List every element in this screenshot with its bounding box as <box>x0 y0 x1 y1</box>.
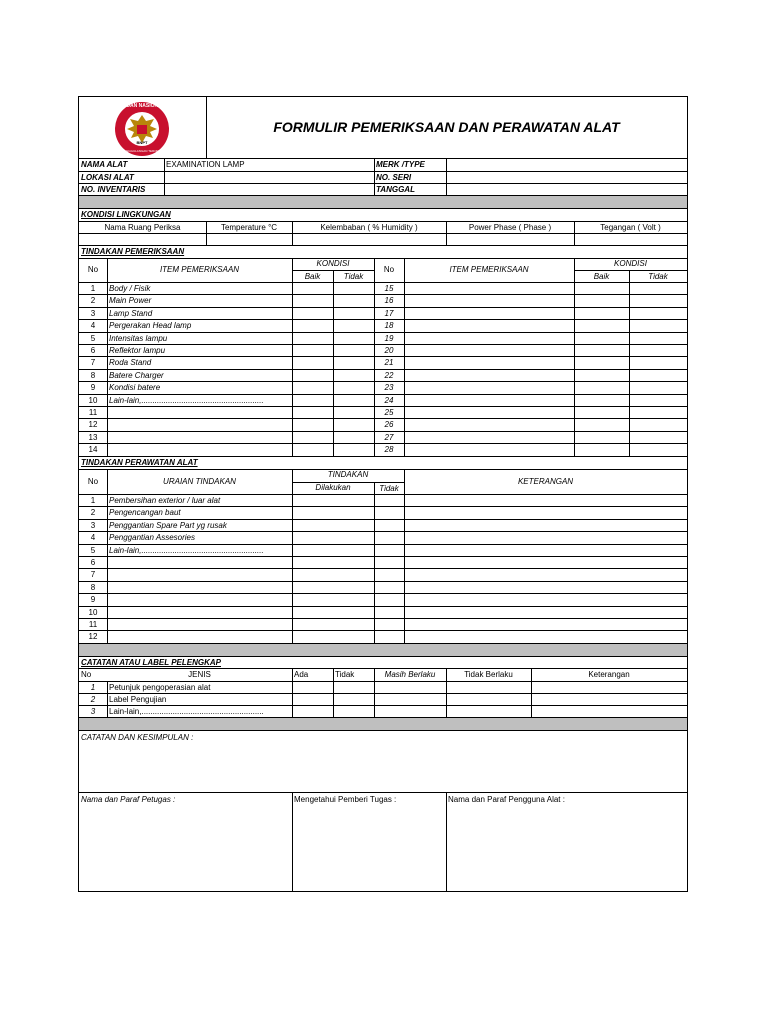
sign-pemberi-tugas-area[interactable] <box>293 807 446 891</box>
col-tegangan: Tegangan ( Volt ) <box>600 223 661 232</box>
perawatan-item: Pengencangan baut <box>109 508 181 518</box>
kesimpulan-label: CATATAN DAN KESIMPULAN : <box>81 733 194 742</box>
logo-center-label: BNPT <box>136 140 148 145</box>
col-nama-ruang: Nama Ruang Periksa <box>104 223 181 232</box>
perawatan-keterangan-header: KETERANGAN <box>517 477 574 486</box>
logo-ring-top: BADAN NASIONAL <box>119 103 165 109</box>
perawatan-no: 12 <box>88 632 98 642</box>
pemeriksaan-no-header-right: No <box>383 265 395 274</box>
label-no: 3 <box>90 707 96 716</box>
pemeriksaan-item: Kondisi batere <box>109 383 161 393</box>
pemeriksaan-no: 8 <box>90 370 96 380</box>
pemeriksaan-baik-header: Baik <box>304 272 321 281</box>
pemeriksaan-tidak-header-right: Tidak <box>648 272 668 281</box>
pemeriksaan-kondisi-header-right: KONDISI <box>614 259 647 268</box>
pemeriksaan-item: Batere Charger <box>109 370 164 380</box>
nama-alat-label: NAMA ALAT <box>81 160 128 169</box>
pemeriksaan-no: 3 <box>90 308 96 318</box>
perawatan-no: 11 <box>88 620 98 629</box>
pemeriksaan-item: Lain-lain,....................................................... <box>109 395 264 405</box>
perawatan-no: 3 <box>90 520 96 530</box>
perawatan-no: 1 <box>90 496 96 505</box>
label-no: 2 <box>90 695 96 704</box>
pemeriksaan-item: Reflektor lampu <box>109 346 166 355</box>
pemeriksaan-kondisi-header: KONDISI <box>316 259 350 268</box>
label-masih-berlaku-header: Masih Berlaku <box>384 670 436 679</box>
pemeriksaan-no: 1 <box>90 284 96 293</box>
pemeriksaan-no: 2 <box>90 296 96 306</box>
perawatan-dilakukan-header: Dilakukan <box>315 483 351 492</box>
kesimpulan-area[interactable] <box>79 743 687 791</box>
col-power-phase: Power Phase ( Phase ) <box>468 223 552 232</box>
pemeriksaan-item: Intensitas lampu <box>109 333 168 343</box>
nama-alat-value[interactable]: EXAMINATION LAMP <box>166 160 245 169</box>
page-title: FORMULIR PEMERIKSAAN DAN PERAWATAN ALAT <box>273 119 620 135</box>
label-tidak-berlaku-header: Tidak Berlaku <box>464 670 513 679</box>
pemeriksaan-item: Roda Stand <box>109 358 152 368</box>
pemeriksaan-no: 7 <box>90 358 96 368</box>
pemeriksaan-no: 9 <box>90 383 96 393</box>
sign-pemberi-tugas-label: Mengetahui Pemberi Tugas : <box>294 795 397 804</box>
pemeriksaan-no-right: 18 <box>384 321 394 331</box>
pemeriksaan-no: 12 <box>88 420 98 430</box>
col-temperature: Temperature °C <box>220 223 278 232</box>
col-kelembaban: Kelembaban ( % Humidity ) <box>320 223 418 232</box>
pemeriksaan-no: 13 <box>88 432 98 442</box>
label-tidak-header: Tidak <box>335 670 355 679</box>
pemeriksaan-no-right: 22 <box>384 370 394 380</box>
perawatan-tindakan-header: TINDAKAN <box>327 470 369 479</box>
sign-pengguna-area[interactable] <box>447 807 687 891</box>
label-keterangan-header: Keterangan <box>588 670 630 679</box>
pemeriksaan-no-header: No <box>87 265 99 274</box>
pemeriksaan-no-right: 25 <box>384 408 394 417</box>
lokasi-alat-label: LOKASI ALAT <box>81 173 134 182</box>
pemeriksaan-no-right: 24 <box>384 395 394 405</box>
label-item: Petunjuk pengoperasian alat <box>109 683 211 692</box>
perawatan-item: Penggantian Spare Part yg rusak <box>109 520 227 530</box>
pemeriksaan-no-right: 23 <box>384 383 394 393</box>
pemeriksaan-no-right: 28 <box>384 445 394 455</box>
label-jenis-header: JENIS <box>188 670 211 679</box>
perawatan-no: 4 <box>90 533 96 543</box>
pemeriksaan-no: 6 <box>90 346 96 355</box>
pemeriksaan-no: 5 <box>90 333 96 343</box>
pemeriksaan-no-right: 20 <box>384 346 394 355</box>
sign-petugas-label: Nama dan Paraf Petugas : <box>81 795 176 804</box>
pemeriksaan-no-right: 27 <box>384 432 394 442</box>
pemeriksaan-no-right: 16 <box>384 296 394 306</box>
pemeriksaan-no-right: 17 <box>384 308 394 318</box>
pemeriksaan-tidak-header: Tidak <box>343 272 364 281</box>
logo-ring-bottom: PENANGGULANGAN TERORISME <box>117 149 167 153</box>
label-no: 1 <box>90 683 96 692</box>
pemeriksaan-no: 14 <box>88 445 98 455</box>
perawatan-item: Penggantian Assesories <box>109 533 195 543</box>
catatan-label-heading: CATATAN ATAU LABEL PELENGKAP <box>81 658 221 667</box>
sign-petugas-area[interactable] <box>79 807 292 891</box>
pemeriksaan-item-header-right: ITEM PEMERIKSAAN <box>449 265 529 274</box>
pemeriksaan-no: 10 <box>88 395 98 405</box>
merk-type-label: MERK /TYPE <box>376 160 425 169</box>
pemeriksaan-no: 4 <box>90 321 96 331</box>
tanggal-label: TANGGAL <box>376 185 415 194</box>
label-no-header: No <box>81 670 92 679</box>
sign-pengguna-label: Nama dan Paraf Pengguna Alat : <box>448 795 565 804</box>
perawatan-no: 6 <box>90 558 96 567</box>
perawatan-no-header: No <box>87 477 99 486</box>
pemeriksaan-no-right: 21 <box>384 358 394 368</box>
pemeriksaan-item: Main Power <box>109 296 152 306</box>
perawatan-uraian-header: URAIAN TINDAKAN <box>163 477 236 486</box>
no-seri-label: NO. SERI <box>376 173 412 182</box>
pemeriksaan-item: Lamp Stand <box>109 308 153 318</box>
pemeriksaan-no-right: 19 <box>384 333 394 343</box>
inspection-form <box>78 96 688 892</box>
label-item: Label Pengujian <box>109 695 167 704</box>
perawatan-item: Pembersihan exterior / luar alat <box>109 496 221 505</box>
pemeriksaan-item: Body / Fisik <box>109 284 151 293</box>
perawatan-item: Lain-lain,....................................................... <box>109 545 264 555</box>
perawatan-no: 7 <box>90 570 96 580</box>
perawatan-no: 2 <box>90 508 96 518</box>
no-inventaris-label: NO. INVENTARIS <box>81 185 146 194</box>
pemeriksaan-item-header: ITEM PEMERIKSAAN <box>159 265 240 274</box>
pemeriksaan-no-right: 26 <box>384 420 394 430</box>
perawatan-tidak-header: Tidak <box>379 484 399 493</box>
label-item: Lain-lain,....................................................... <box>109 707 264 716</box>
tindakan-perawatan-heading: TINDAKAN PERAWATAN ALAT <box>81 458 198 467</box>
perawatan-no: 5 <box>90 545 96 555</box>
kondisi-lingkungan-heading: KONDISI LINGKUNGAN <box>81 210 171 219</box>
perawatan-no: 8 <box>90 582 96 592</box>
pemeriksaan-item: Pergerakan Head lamp <box>109 321 192 331</box>
perawatan-no: 9 <box>90 595 96 605</box>
tindakan-pemeriksaan-heading: TINDAKAN PEMERIKSAAN <box>81 247 185 256</box>
label-ada-header: Ada <box>294 670 309 679</box>
perawatan-no: 10 <box>88 607 98 617</box>
logo <box>107 101 177 157</box>
pemeriksaan-no: 11 <box>88 408 98 417</box>
pemeriksaan-baik-header-right: Baik <box>593 272 610 281</box>
pemeriksaan-no-right: 15 <box>384 284 394 293</box>
